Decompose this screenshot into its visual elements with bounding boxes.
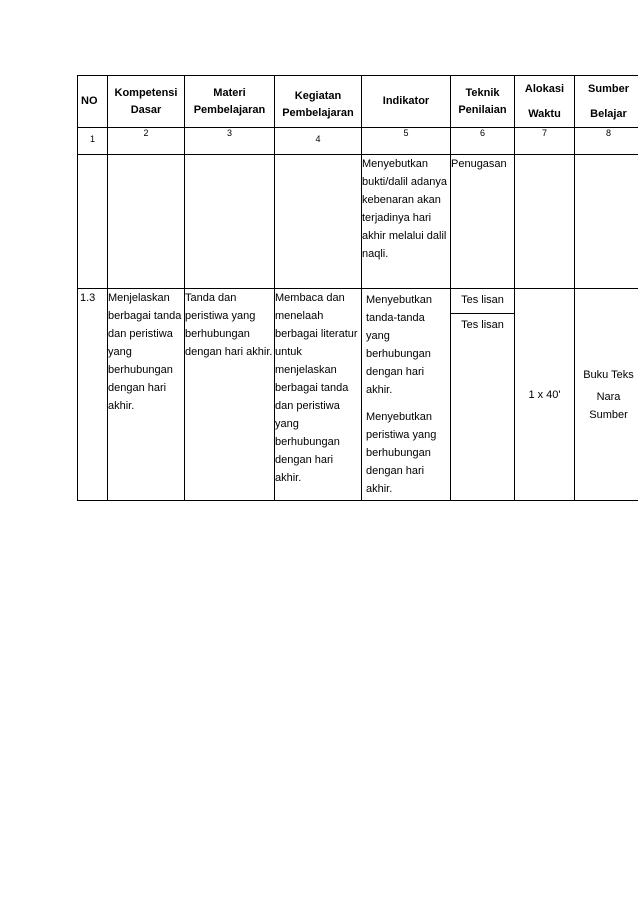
header-teknik: Teknik Penilaian [451, 76, 515, 128]
cell-indikator: Menyebutkan bukti/dalil adanya kebenaran akan terjadinya hari akhir melalui dalil naqli. [362, 155, 451, 289]
syllabus-table [77, 75, 638, 501]
header-row [78, 76, 638, 128]
indikator-item: Menyebutkan peristiwa yang berhubungan dengan hari akhir. [366, 411, 437, 495]
cell-kegiatan: Membaca dan menelaah berbagai literatur untuk menjelaskan berbagai tanda dan peristiwa yang berhubungan dengan hari akhir. [275, 289, 362, 501]
header-materi: Materi Pembelajaran [185, 76, 275, 128]
cell-alokasi: 1 x 40' [515, 289, 575, 501]
col-number: 6 [451, 128, 515, 155]
cell-empty [575, 155, 638, 289]
cell-empty [515, 155, 575, 289]
col-number: 7 [515, 128, 575, 155]
header-sumber: Sumber Belajar [575, 76, 638, 128]
header-kompetensi: Kompetensi Dasar [108, 76, 185, 128]
table-row-continued [78, 155, 638, 289]
sumber-item: Nara Sumber [589, 390, 628, 421]
col-number: 4 [275, 128, 362, 155]
cell-teknik [451, 289, 515, 501]
teknik-item: Tes lisan [451, 289, 514, 314]
cell-sumber [575, 289, 638, 501]
cell-materi: Tanda dan peristiwa yang berhubungan dengan hari akhir. [185, 289, 275, 501]
cell-no: 1.3 [78, 289, 108, 501]
cell-empty [108, 155, 185, 289]
teknik-item: Tes lisan [461, 319, 504, 331]
cell-empty [185, 155, 275, 289]
indikator-item: Menyebutkan tanda-tanda yang berhubungan dengan hari akhir. [366, 294, 433, 396]
sumber-item: Buku Teks [583, 368, 634, 381]
header-kegiatan: Kegiatan Pembelajaran [275, 76, 362, 128]
col-number: 3 [185, 128, 275, 155]
cell-teknik: Penugasan [451, 155, 515, 289]
cell-empty [275, 155, 362, 289]
header-indikator: Indikator [362, 76, 451, 128]
header-alokasi: Alokasi Waktu [515, 76, 575, 128]
col-number: 5 [362, 128, 451, 155]
cell-indikator [362, 289, 451, 501]
column-number-row [78, 128, 638, 155]
header-no: NO [78, 76, 108, 128]
col-number: 1 [78, 128, 108, 155]
table-row-1-3 [78, 289, 638, 501]
cell-kompetensi: Menjelaskan berbagai tanda dan peristiwa yang berhubungan dengan hari akhir. [108, 289, 185, 501]
cell-empty [78, 155, 108, 289]
col-number: 8 [575, 128, 638, 155]
col-number: 2 [108, 128, 185, 155]
